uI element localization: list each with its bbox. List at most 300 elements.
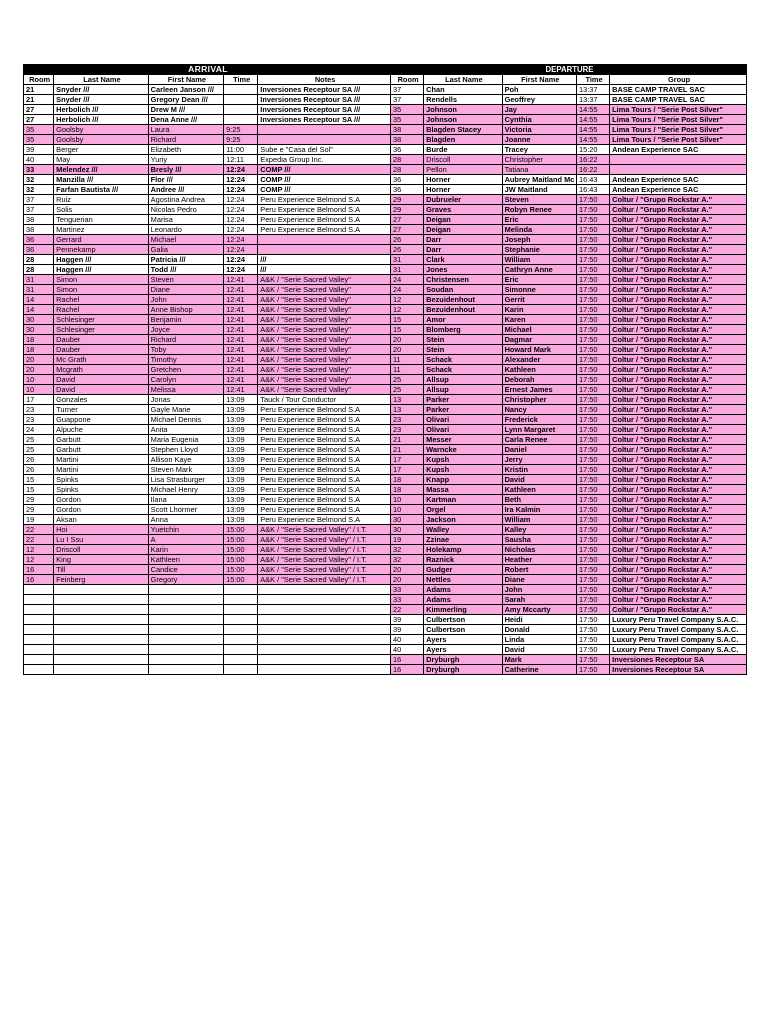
departure-last-name-cell: Dryburgh — [424, 655, 502, 665]
departure-last-name-cell: Parker — [424, 395, 502, 405]
departure-first-name-cell: Nancy — [502, 405, 576, 415]
arrival-room-cell: 12 — [24, 555, 54, 565]
departure-time-cell: 17:50 — [576, 485, 609, 495]
departure-last-name-cell: Blagden — [424, 135, 502, 145]
column-header-row — [24, 75, 747, 85]
arrival-room-cell: 20 — [24, 355, 54, 365]
arrival-last-name-cell: Hoi — [54, 525, 149, 535]
departure-time-cell: 14:55 — [576, 105, 609, 115]
departure-time-cell: 16:22 — [576, 155, 609, 165]
arrival-header-first-name: First Name — [148, 75, 223, 85]
departure-room-cell: 20 — [390, 575, 423, 585]
arrival-first-name-cell: Dena Anne /// — [148, 115, 223, 125]
departure-first-name-cell: Heather — [502, 555, 576, 565]
departure-last-name-cell: Olivari — [424, 425, 502, 435]
departure-room-cell: 25 — [390, 385, 423, 395]
departure-last-name-cell: Zzinae — [424, 535, 502, 545]
departure-first-name-cell: Victoria — [502, 125, 576, 135]
table-row — [24, 215, 747, 225]
arrival-first-name-cell: Jonas — [148, 395, 223, 405]
departure-group-cell: Lima Tours / "Serie Post Silver" — [610, 105, 747, 115]
arrival-last-name-cell: Aksan — [54, 515, 149, 525]
arrival-time-cell: 12:24 — [224, 225, 258, 235]
departure-time-cell: 17:50 — [576, 505, 609, 515]
arrival-first-name-cell: Marisa — [148, 215, 223, 225]
departure-time-cell: 14:55 — [576, 135, 609, 145]
arrival-notes-cell — [258, 595, 391, 605]
departure-time-cell: 15:20 — [576, 145, 609, 155]
departure-time-cell: 17:50 — [576, 355, 609, 365]
arrival-time-cell — [224, 585, 258, 595]
departure-time-cell: 17:50 — [576, 515, 609, 525]
departure-first-name-cell: Lynn Margaret — [502, 425, 576, 435]
departure-group-cell: Lima Tours / "Serie Post Silver" — [610, 125, 747, 135]
departure-last-name-cell: Chan — [424, 85, 502, 95]
arrival-notes-cell: Expedia Group Inc. — [258, 155, 391, 165]
arrival-last-name-cell: Solis — [54, 205, 149, 215]
departure-room-cell: 38 — [390, 135, 423, 145]
arrival-notes-cell: A&K / "Serie Sacred Valley" — [258, 335, 391, 345]
arrival-room-cell: 10 — [24, 375, 54, 385]
departure-last-name-cell: Bezuidenhout — [424, 295, 502, 305]
departure-room-cell: 15 — [390, 315, 423, 325]
arrival-room-cell: 22 — [24, 525, 54, 535]
departure-first-name-cell: Melinda — [502, 225, 576, 235]
arrival-time-cell: 13:09 — [224, 495, 258, 505]
departure-time-cell: 17:50 — [576, 255, 609, 265]
arrival-last-name-cell: Rachel — [54, 305, 149, 315]
departure-first-name-cell: Eric — [502, 215, 576, 225]
arrival-last-name-cell: Guappone — [54, 415, 149, 425]
arrival-time-cell: 12:41 — [224, 345, 258, 355]
arrival-time-cell — [224, 635, 258, 645]
table-row — [24, 555, 747, 565]
arrival-last-name-cell: Spinks — [54, 485, 149, 495]
arrival-notes-cell: Peru Experience Belmond S.A — [258, 485, 391, 495]
arrival-first-name-cell: John — [148, 295, 223, 305]
departure-group-cell: Lima Tours / "Serie Post Silver" — [610, 135, 747, 145]
departure-room-cell: 23 — [390, 415, 423, 425]
arrival-notes-cell: A&K / "Serie Sacred Valley" — [258, 345, 391, 355]
arrival-last-name-cell: Lu I Ssu — [54, 535, 149, 545]
arrival-last-name-cell: Tenguerian — [54, 215, 149, 225]
arrival-notes-cell — [258, 665, 391, 675]
departure-time-cell: 17:50 — [576, 495, 609, 505]
departure-first-name-cell: Simonne — [502, 285, 576, 295]
arrival-room-cell — [24, 595, 54, 605]
arrival-last-name-cell — [54, 615, 149, 625]
arrival-last-name-cell: Haggen /// — [54, 255, 149, 265]
arrival-first-name-cell: Elizabeth — [148, 145, 223, 155]
departure-time-cell: 17:50 — [576, 445, 609, 455]
arrival-time-cell: 15:00 — [224, 575, 258, 585]
departure-last-name-cell: Stein — [424, 345, 502, 355]
departure-room-cell: 30 — [390, 525, 423, 535]
table-row — [24, 445, 747, 455]
arrival-last-name-cell — [54, 665, 149, 675]
departure-time-cell: 17:50 — [576, 225, 609, 235]
departure-last-name-cell: Messer — [424, 435, 502, 445]
arrival-notes-cell: Peru Experience Belmond S.A — [258, 225, 391, 235]
arrival-time-cell: 9:25 — [224, 135, 258, 145]
departure-group-cell: Coltur / "Grupo Rockstar A." — [610, 465, 747, 475]
arrival-notes-cell: A&K / "Serie Sacred Valley" — [258, 365, 391, 375]
arrival-first-name-cell: Nicolas Pedro — [148, 205, 223, 215]
arrival-last-name-cell: Pennekamp — [54, 245, 149, 255]
arrival-last-name-cell: Schlesinger — [54, 315, 149, 325]
arrival-notes-cell: A&K / "Serie Sacred Valley" / I.T. — [258, 575, 391, 585]
arrival-time-cell: 12:24 — [224, 175, 258, 185]
arrival-notes-cell — [258, 235, 391, 245]
arrival-first-name-cell: A — [148, 535, 223, 545]
departure-last-name-cell: Blagden Stacey — [424, 125, 502, 135]
departure-first-name-cell: Daniel — [502, 445, 576, 455]
arrival-time-cell: 12:41 — [224, 325, 258, 335]
arrival-room-cell — [24, 615, 54, 625]
table-row — [24, 205, 747, 215]
departure-room-cell: 29 — [390, 205, 423, 215]
departure-last-name-cell: Johnson — [424, 105, 502, 115]
arrival-first-name-cell: Gregory — [148, 575, 223, 585]
table-row — [24, 225, 747, 235]
table-row — [24, 355, 747, 365]
arrival-time-cell — [224, 105, 258, 115]
departure-time-cell: 17:50 — [576, 275, 609, 285]
arrival-notes-cell: Peru Experience Belmond S.A — [258, 205, 391, 215]
arrival-first-name-cell: Yuriy — [148, 155, 223, 165]
table-row — [24, 495, 747, 505]
departure-group-cell: Coltur / "Grupo Rockstar A." — [610, 325, 747, 335]
departure-room-cell: 39 — [390, 625, 423, 635]
departure-first-name-cell: Deborah — [502, 375, 576, 385]
arrival-last-name-cell — [54, 595, 149, 605]
departure-time-cell: 14:55 — [576, 125, 609, 135]
departure-time-cell: 17:50 — [576, 265, 609, 275]
arrival-first-name-cell: Anita — [148, 425, 223, 435]
departure-last-name-cell: Holekamp — [424, 545, 502, 555]
departure-last-name-cell: Horner — [424, 175, 502, 185]
arrival-room-cell — [24, 625, 54, 635]
arrival-time-cell — [224, 655, 258, 665]
arrival-first-name-cell: Timothy — [148, 355, 223, 365]
departure-time-cell: 17:50 — [576, 245, 609, 255]
arrival-last-name-cell: Melendez /// — [54, 165, 149, 175]
arrival-notes-cell: Peru Experience Belmond S.A — [258, 405, 391, 415]
table-row — [24, 545, 747, 555]
departure-group-cell: Coltur / "Grupo Rockstar A." — [610, 455, 747, 465]
arrival-header-last-name: Last Name — [54, 75, 149, 85]
departure-first-name-cell: Carla Renee — [502, 435, 576, 445]
departure-first-name-cell: Tatiana — [502, 165, 576, 175]
departure-last-name-cell: Allsup — [424, 385, 502, 395]
departure-group-cell: Coltur / "Grupo Rockstar A." — [610, 335, 747, 345]
arrival-last-name-cell: Martini — [54, 455, 149, 465]
arrival-first-name-cell — [148, 615, 223, 625]
arrival-time-cell: 13:09 — [224, 485, 258, 495]
arrival-first-name-cell: Diane — [148, 285, 223, 295]
departure-room-cell: 28 — [390, 155, 423, 165]
departure-time-cell: 17:50 — [576, 325, 609, 335]
table-row — [24, 535, 747, 545]
arrival-notes-cell: A&K / "Serie Sacred Valley" — [258, 325, 391, 335]
departure-first-name-cell: Kalley — [502, 525, 576, 535]
arrival-first-name-cell: Anna — [148, 515, 223, 525]
table-row — [24, 145, 747, 155]
departure-group-cell: Coltur / "Grupo Rockstar A." — [610, 305, 747, 315]
table-row — [24, 155, 747, 165]
arrival-first-name-cell: Andree /// — [148, 185, 223, 195]
arrival-notes-cell: A&K / "Serie Sacred Valley" / I.T. — [258, 535, 391, 545]
table-row — [24, 165, 747, 175]
departure-first-name-cell: Aubrey Maitland Mc — [502, 175, 576, 185]
departure-room-cell: 24 — [390, 275, 423, 285]
arrival-first-name-cell: Allison Kaye — [148, 455, 223, 465]
arrival-first-name-cell: Galia — [148, 245, 223, 255]
departure-first-name-cell: Kathleen — [502, 485, 576, 495]
arrival-last-name-cell: Haggen /// — [54, 265, 149, 275]
arrival-last-name-cell: Till — [54, 565, 149, 575]
arrival-last-name-cell: Gordon — [54, 495, 149, 505]
table-row — [24, 635, 747, 645]
arrival-notes-cell: Peru Experience Belmond S.A — [258, 505, 391, 515]
arrival-room-cell: 23 — [24, 405, 54, 415]
arrival-time-cell: 12:41 — [224, 385, 258, 395]
arrival-first-name-cell: Yuetchin — [148, 525, 223, 535]
departure-group-cell: Coltur / "Grupo Rockstar A." — [610, 265, 747, 275]
departure-time-cell: 17:50 — [576, 345, 609, 355]
arrival-room-cell: 12 — [24, 545, 54, 555]
table-row — [24, 105, 747, 115]
departure-time-cell: 17:50 — [576, 415, 609, 425]
arrival-last-name-cell — [54, 625, 149, 635]
departure-last-name-cell: Driscoll — [424, 155, 502, 165]
arrival-notes-cell: Peru Experience Belmond S.A — [258, 465, 391, 475]
departure-last-name-cell: Raznick — [424, 555, 502, 565]
arrival-first-name-cell: Leonardo — [148, 225, 223, 235]
arrival-room-cell: 15 — [24, 485, 54, 495]
table-row — [24, 305, 747, 315]
departure-room-cell: 13 — [390, 405, 423, 415]
arrival-time-cell: 12:41 — [224, 275, 258, 285]
arrival-last-name-cell — [54, 645, 149, 655]
arrival-room-cell: 37 — [24, 205, 54, 215]
departure-last-name-cell: Warncke — [424, 445, 502, 455]
departure-time-cell: 17:50 — [576, 465, 609, 475]
arrival-time-cell: 12:41 — [224, 365, 258, 375]
arrival-notes-cell: A&K / "Serie Sacred Valley" / I.T. — [258, 565, 391, 575]
table-row — [24, 665, 747, 675]
departure-group-cell: Coltur / "Grupo Rockstar A." — [610, 355, 747, 365]
departure-time-cell: 17:50 — [576, 565, 609, 575]
table-row — [24, 385, 747, 395]
departure-room-cell: 18 — [390, 485, 423, 495]
departure-group-cell: Coltur / "Grupo Rockstar A." — [610, 405, 747, 415]
arrival-room-cell: 38 — [24, 225, 54, 235]
departure-time-cell: 16:43 — [576, 175, 609, 185]
departure-first-name-cell: Kathleen — [502, 365, 576, 375]
departure-time-cell: 17:50 — [576, 385, 609, 395]
departure-last-name-cell: Deigan — [424, 225, 502, 235]
arrival-time-cell: 12:41 — [224, 375, 258, 385]
arrival-notes-cell: Peru Experience Belmond S.A — [258, 435, 391, 445]
arrival-room-cell: 26 — [24, 455, 54, 465]
departure-time-cell: 17:50 — [576, 455, 609, 465]
arrival-last-name-cell: Simon — [54, 275, 149, 285]
arrival-notes-cell: A&K / "Serie Sacred Valley" / I.T. — [258, 555, 391, 565]
arrival-last-name-cell: Ruiz — [54, 195, 149, 205]
departure-first-name-cell: Frederick — [502, 415, 576, 425]
arrival-room-cell: 35 — [24, 125, 54, 135]
departure-first-name-cell: David — [502, 475, 576, 485]
arrival-room-cell: 17 — [24, 395, 54, 405]
arrival-notes-cell: COMP /// — [258, 175, 391, 185]
departure-last-name-cell: Parker — [424, 405, 502, 415]
departure-last-name-cell: Graves — [424, 205, 502, 215]
departure-first-name-cell: Ira Kalmin — [502, 505, 576, 515]
departure-room-cell: 40 — [390, 645, 423, 655]
departure-room-cell: 11 — [390, 355, 423, 365]
arrival-last-name-cell — [54, 635, 149, 645]
arrival-last-name-cell: Snyder /// — [54, 95, 149, 105]
departure-time-cell: 17:50 — [576, 475, 609, 485]
arrival-notes-cell — [258, 635, 391, 645]
departure-room-cell: 33 — [390, 585, 423, 595]
departure-time-cell: 17:50 — [576, 375, 609, 385]
departure-last-name-cell: Pellon — [424, 165, 502, 175]
arrival-room-cell: 19 — [24, 515, 54, 525]
table-row — [24, 615, 747, 625]
arrival-room-cell: 20 — [24, 365, 54, 375]
arrival-header-notes: Notes — [258, 75, 391, 85]
arrival-room-cell: 32 — [24, 185, 54, 195]
arrival-first-name-cell: Michael Dennis — [148, 415, 223, 425]
departure-last-name-cell: Rendells — [424, 95, 502, 105]
departure-last-name-cell: Schack — [424, 355, 502, 365]
arrival-first-name-cell: Kathleen — [148, 555, 223, 565]
table-row — [24, 125, 747, 135]
departure-group-cell: Coltur / "Grupo Rockstar A." — [610, 445, 747, 455]
departure-first-name-cell: Karen — [502, 315, 576, 325]
departure-first-name-cell: Joseph — [502, 235, 576, 245]
departure-group-cell: BASE CAMP TRAVEL SAC — [610, 95, 747, 105]
arrival-first-name-cell: Carleen Janson /// — [148, 85, 223, 95]
table-row — [24, 565, 747, 575]
table-row — [24, 435, 747, 445]
departure-title: DEPARTURE — [390, 65, 746, 75]
departure-group-cell: Coltur / "Grupo Rockstar A." — [610, 375, 747, 385]
arrival-title: ARRIVAL — [24, 65, 391, 75]
arrival-first-name-cell: Steven — [148, 275, 223, 285]
departure-first-name-cell: Diane — [502, 575, 576, 585]
table-row — [24, 425, 747, 435]
arrival-room-cell: 24 — [24, 425, 54, 435]
departure-time-cell: 17:50 — [576, 195, 609, 205]
departure-first-name-cell: Mark — [502, 655, 576, 665]
arrival-time-cell: 12:24 — [224, 255, 258, 265]
arrival-notes-cell — [258, 135, 391, 145]
arrival-time-cell: 12:24 — [224, 245, 258, 255]
departure-last-name-cell: Horner — [424, 185, 502, 195]
arrival-time-cell: 13:09 — [224, 465, 258, 475]
table-row — [24, 175, 747, 185]
arrival-time-cell — [224, 615, 258, 625]
arrival-first-name-cell — [148, 655, 223, 665]
arrival-notes-cell — [258, 605, 391, 615]
arrival-first-name-cell: Laura — [148, 125, 223, 135]
arrival-last-name-cell: Driscoll — [54, 545, 149, 555]
departure-time-cell: 17:50 — [576, 295, 609, 305]
departure-time-cell: 17:50 — [576, 305, 609, 315]
departure-room-cell: 11 — [390, 365, 423, 375]
arrival-last-name-cell: Goolsby — [54, 135, 149, 145]
arrival-first-name-cell — [148, 585, 223, 595]
arrival-room-cell — [24, 635, 54, 645]
arrival-last-name-cell: Herbolich /// — [54, 105, 149, 115]
arrival-room-cell: 18 — [24, 335, 54, 345]
departure-room-cell: 36 — [390, 185, 423, 195]
departure-group-cell: Coltur / "Grupo Rockstar A." — [610, 505, 747, 515]
arrival-first-name-cell: Patricia /// — [148, 255, 223, 265]
arrival-last-name-cell: David — [54, 385, 149, 395]
arrival-notes-cell: A&K / "Serie Sacred Valley" — [258, 375, 391, 385]
departure-last-name-cell: Gudger — [424, 565, 502, 575]
departure-group-cell: Coltur / "Grupo Rockstar A." — [610, 535, 747, 545]
departure-first-name-cell: John — [502, 585, 576, 595]
departure-group-cell: Andean Experience SAC — [610, 175, 747, 185]
departure-room-cell: 12 — [390, 305, 423, 315]
departure-last-name-cell: Massa — [424, 485, 502, 495]
arrival-room-cell: 35 — [24, 135, 54, 145]
arrival-room-cell: 23 — [24, 415, 54, 425]
departure-first-name-cell: Alexander — [502, 355, 576, 365]
arrival-room-cell: 39 — [24, 145, 54, 155]
arrival-room-cell: 25 — [24, 445, 54, 455]
departure-first-name-cell: Poh — [502, 85, 576, 95]
departure-group-cell — [610, 165, 747, 175]
departure-room-cell: 32 — [390, 555, 423, 565]
table-row — [24, 235, 747, 245]
departure-time-cell: 16:22 — [576, 165, 609, 175]
departure-room-cell: 20 — [390, 335, 423, 345]
departure-time-cell: 17:50 — [576, 405, 609, 415]
table-row — [24, 595, 747, 605]
arrival-notes-cell: /// — [258, 255, 391, 265]
arrival-last-name-cell: Dauber — [54, 335, 149, 345]
departure-last-name-cell: Culbertson — [424, 625, 502, 635]
departure-header-last-name: Last Name — [424, 75, 502, 85]
departure-header-group: Group — [610, 75, 747, 85]
arrival-last-name-cell: Feinberg — [54, 575, 149, 585]
arrival-notes-cell: Peru Experience Belmond S.A — [258, 415, 391, 425]
departure-last-name-cell: Ayers — [424, 645, 502, 655]
arrival-notes-cell: /// — [258, 265, 391, 275]
arrival-last-name-cell: Alpuche — [54, 425, 149, 435]
arrival-last-name-cell: Schlesinger — [54, 325, 149, 335]
arrival-time-cell: 12:24 — [224, 205, 258, 215]
departure-room-cell: 22 — [390, 605, 423, 615]
arrival-last-name-cell: Garbutt — [54, 435, 149, 445]
arrival-first-name-cell: Michael — [148, 235, 223, 245]
table-row — [24, 465, 747, 475]
arrival-first-name-cell — [148, 635, 223, 645]
departure-time-cell: 17:50 — [576, 545, 609, 555]
departure-group-cell: Coltur / "Grupo Rockstar A." — [610, 205, 747, 215]
arrival-time-cell: 15:00 — [224, 545, 258, 555]
arrival-notes-cell — [258, 245, 391, 255]
arrival-time-cell: 12:24 — [224, 235, 258, 245]
arrival-last-name-cell: Berger — [54, 145, 149, 155]
departure-group-cell: Coltur / "Grupo Rockstar A." — [610, 565, 747, 575]
